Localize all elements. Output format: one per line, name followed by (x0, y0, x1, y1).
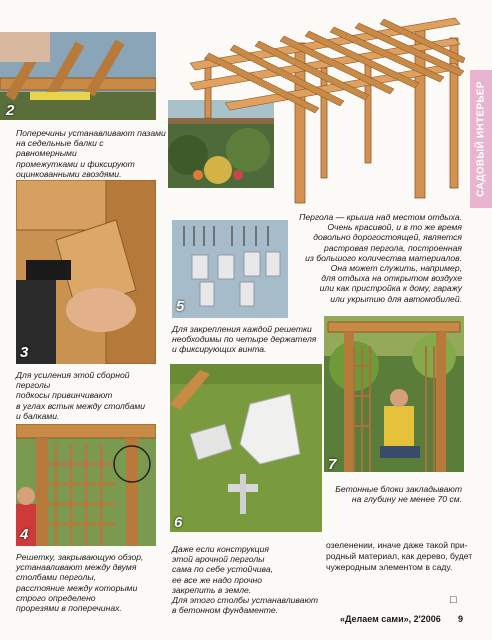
photo-crossbeams (0, 32, 156, 120)
photo-lattice-art (16, 424, 156, 546)
photo-hardware-art (172, 220, 288, 318)
caption-concrete: Бетонные блоки закладывают на глубину не менее 70 см. (335, 484, 462, 505)
photo-drill-art (16, 180, 156, 364)
photo-number-2: 2 (6, 102, 15, 119)
photo-drill (16, 180, 156, 364)
pergola-illustration-art (185, 8, 465, 208)
photo-number-6: 6 (174, 514, 183, 531)
photo-number-7: 7 (328, 456, 337, 473)
body-text: озеленении, иначе даже такой при- родный материал, как дерево, будет чужеродным элементом в саду. (326, 540, 473, 572)
caption-lattice: Решетку, закрывающую обзор, устанавливают между двумя столбами перголы, расстояние между которыми строго определено прорезями в поперечинах. (16, 552, 144, 614)
photo-number-4: 4 (20, 526, 29, 543)
photo-arch-art (324, 316, 464, 472)
caption-drill: Для усиления этой сборной перголы подкосы привинчивают в углах встык между столбами и балками. (16, 370, 146, 421)
photo-number-3: 3 (20, 344, 29, 361)
caption-hardware: Для закрепления каждой решетки необходимы по четыре держателя и фиксирующих винта. (172, 324, 317, 355)
photo-number-5: 5 (176, 298, 185, 315)
section-sidebar (470, 70, 492, 208)
photo-crossbeams-art (0, 32, 156, 120)
caption-foundation: Даже если конструкция этой арочной перголы сама по себе устойчива, ее все же надо прочно закрепить в земле. Для этого столбы устанавливают в бетонном фундаменте. (172, 544, 319, 616)
caption-crossbeams: Поперечины устанавливают пазами на седельные балки с равномерными промежутками и фиксируют оцинкованными гвоздями. (16, 128, 166, 179)
pergola-illustration (185, 8, 465, 208)
end-mark: □ (450, 594, 457, 606)
footer-magazine: «Делаем сами», 2'2006 (340, 614, 441, 624)
photo-hardware (172, 220, 288, 318)
photo-arch (324, 316, 464, 472)
photo-concrete-art (170, 364, 322, 532)
footer-page-number: 9 (458, 614, 464, 624)
caption-pergola: Пергола — крыша над местом отдыха. Очень красивой, и в то же время довольно дорогостоящей, является растровая пергола, построенная из большого количества материалов. Она может служить, например, для отдыха на открытом воздухе или как пристройка к дому, гаражу или укрытию для автомобилей. (299, 212, 462, 304)
section-sidebar-label: САДОВЫЙ ИНТЕРЬЕР (475, 81, 487, 197)
photo-lattice (16, 424, 156, 546)
photo-concrete (170, 364, 322, 532)
